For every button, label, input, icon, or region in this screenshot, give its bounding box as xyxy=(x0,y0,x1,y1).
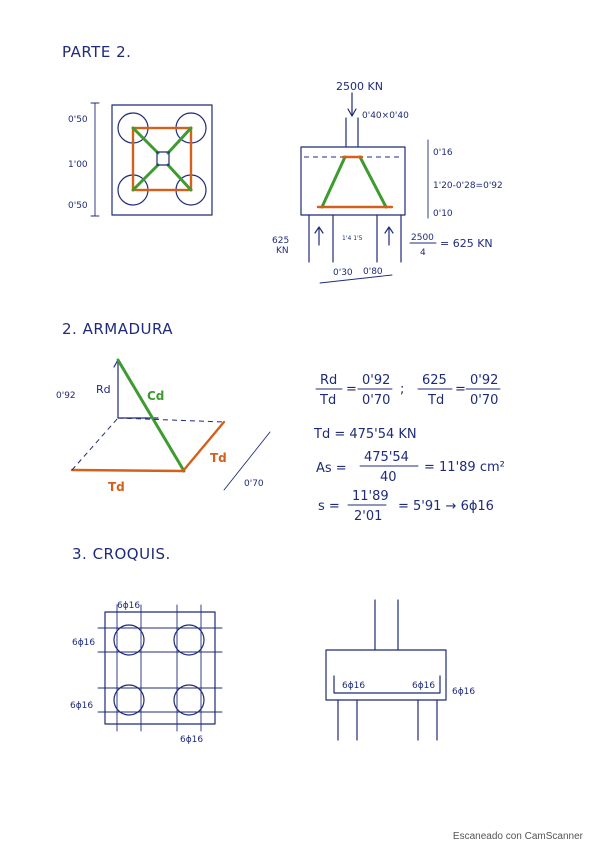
eq-b-num: 0'92 xyxy=(362,373,391,388)
column-size: 0'40×0'40 xyxy=(362,111,409,121)
as-result: = 11'89 cm² xyxy=(424,460,505,475)
part-title: PARTE 2. xyxy=(62,43,132,61)
eq-d-den: 0'70 xyxy=(470,393,499,408)
frac-den: 4 xyxy=(420,248,426,258)
plan-strut xyxy=(168,165,191,190)
cd-strut xyxy=(118,360,184,471)
td-result: Td = 475'54 KN xyxy=(314,427,417,442)
load-label: 2500 KN xyxy=(336,80,383,93)
spacing-left: 0'30 xyxy=(333,268,353,278)
rd-label: Rd xyxy=(96,383,111,396)
s-num: 11'89 xyxy=(352,489,389,504)
eq-a-num: Rd xyxy=(320,373,338,388)
dim-bottom: 0'10 xyxy=(433,209,453,219)
eq-a-den: Td xyxy=(320,393,337,408)
frac-result: = 625 KN xyxy=(440,237,493,250)
elevation-view xyxy=(272,80,503,283)
td-label-1: Td xyxy=(108,480,125,494)
as-den: 40 xyxy=(380,470,397,485)
s-den: 2'01 xyxy=(354,509,383,524)
croquis-title: 3. CROQUIS. xyxy=(72,545,171,563)
height-label: 0'92 xyxy=(56,391,76,401)
eq-c-num: 625 xyxy=(422,373,447,388)
croquis-top-label: 6ϕ16 xyxy=(117,601,141,611)
elev-strut xyxy=(360,157,386,207)
diag-label: 0'70 xyxy=(244,479,264,489)
croquis-left-lower: 6ϕ16 xyxy=(70,701,94,711)
dim-small: 1'4 1'5 xyxy=(342,235,363,242)
eq-d-num: 0'92 xyxy=(470,373,499,388)
td-label-2: Td xyxy=(210,451,227,465)
croquis-plan xyxy=(70,601,222,745)
equations xyxy=(313,373,505,524)
dim-top: 0'16 xyxy=(433,148,453,158)
td-tie-1 xyxy=(72,470,183,471)
as-label: As = xyxy=(316,461,347,476)
croquis-elev-left: 6ϕ16 xyxy=(342,681,366,691)
eq-b-den: 0'70 xyxy=(362,393,391,408)
plan-strut xyxy=(133,128,158,153)
spacing-right: 0'80 xyxy=(363,267,383,277)
svg-text:=: = xyxy=(346,382,357,397)
armadura-title: 2. ARMADURA xyxy=(62,320,174,338)
eq-c-den: Td xyxy=(428,393,445,408)
scanner-footer: Escaneado con CamScanner xyxy=(452,831,583,842)
pile-force-unit: KN xyxy=(276,246,289,256)
s-result: = 5'91 → 6ϕ16 xyxy=(398,499,494,514)
armadura-diagram xyxy=(56,360,270,494)
elev-strut xyxy=(322,157,345,207)
as-num: 475'54 xyxy=(364,450,409,465)
plan-strut xyxy=(168,128,191,153)
s-label: s = xyxy=(318,499,340,514)
plan-outline xyxy=(112,105,212,215)
croquis-elev-mid: 6ϕ16 xyxy=(412,681,436,691)
cd-label: Cd xyxy=(147,389,165,403)
croquis-elevation xyxy=(326,600,475,740)
frac-num: 2500 xyxy=(411,233,434,243)
croquis-elev-right: 6ϕ16 xyxy=(452,687,476,697)
plan-dim-top: 0'50 xyxy=(68,115,88,125)
plan-view xyxy=(68,103,212,216)
pile-force: 625 xyxy=(272,236,290,246)
croquis-left-upper: 6ϕ16 xyxy=(72,638,96,648)
plan-strut xyxy=(133,165,158,190)
croquis-bottom-label: 6ϕ16 xyxy=(180,735,204,745)
svg-text:;: ; xyxy=(400,382,405,397)
dim-mid: 1'20-0'28=0'92 xyxy=(433,181,503,191)
plan-dim-bottom: 0'50 xyxy=(68,201,88,211)
svg-text:=: = xyxy=(455,382,466,397)
plan-dim-mid: 1'00 xyxy=(68,160,88,170)
